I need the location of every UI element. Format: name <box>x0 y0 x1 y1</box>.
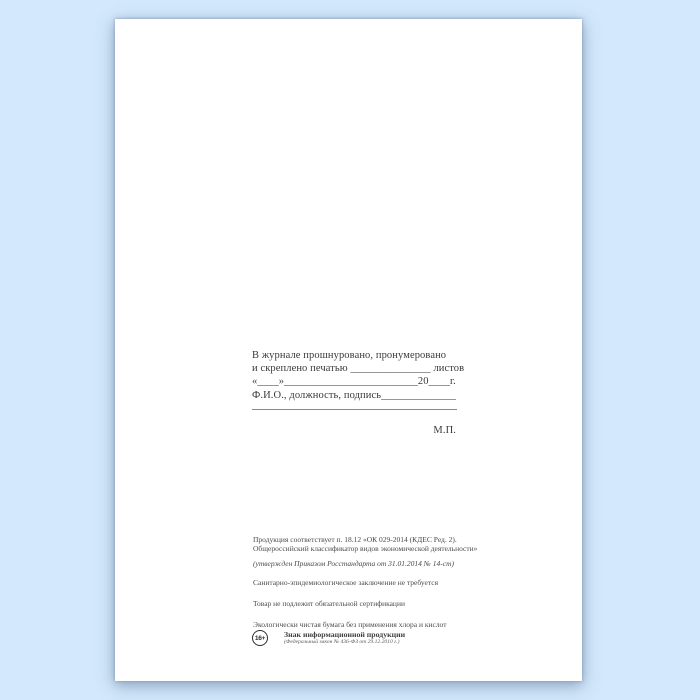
compliance-law-reference: (утвержден Приказом Росстандарта от 31.01.2014 № 14-ст) <box>253 558 454 568</box>
compliance-line-1: Продукция соответствует п. 18.12 «ОК 029-2014 (КДЕС Ред. 2). <box>253 535 457 544</box>
journal-back-page <box>115 19 582 681</box>
seal-text-line-4: Ф.И.О., должность, подпись______________ <box>252 389 457 401</box>
compliance-block <box>253 535 483 568</box>
age-mark-title: Знак информационной продукции <box>284 630 406 639</box>
note-eco-paper: Экологически чистая бумага без применения хлора и кислот <box>253 620 447 629</box>
signature-line <box>252 409 457 410</box>
seal-text-line-1: В журнале прошнуровано, пронумеровано <box>252 350 447 361</box>
seal-text-line-3: «____»_________________________20____г. <box>252 376 456 388</box>
age-mark-law: (Федеральный закон № 436-ФЗ от 29.12.2010 г.) <box>284 639 400 645</box>
note-certification: Товар не подлежит обязательной сертификации <box>253 599 405 608</box>
age-rating-block <box>252 630 405 646</box>
stamp-place-label: М.П. <box>433 424 456 436</box>
age-badge-label: 16+ <box>254 634 266 642</box>
binding-certification-block <box>252 349 465 437</box>
age-mark-text <box>284 630 405 646</box>
seal-text-line-2: и скреплено печатью _______________ листов <box>252 363 465 375</box>
note-sanitary: Санитарно-эпидемиологическое заключение не требуется <box>253 578 439 587</box>
compliance-line-2: Общероссийский классификатор видов экономической деятельности» <box>253 544 478 554</box>
age-16-plus-icon <box>252 630 268 646</box>
